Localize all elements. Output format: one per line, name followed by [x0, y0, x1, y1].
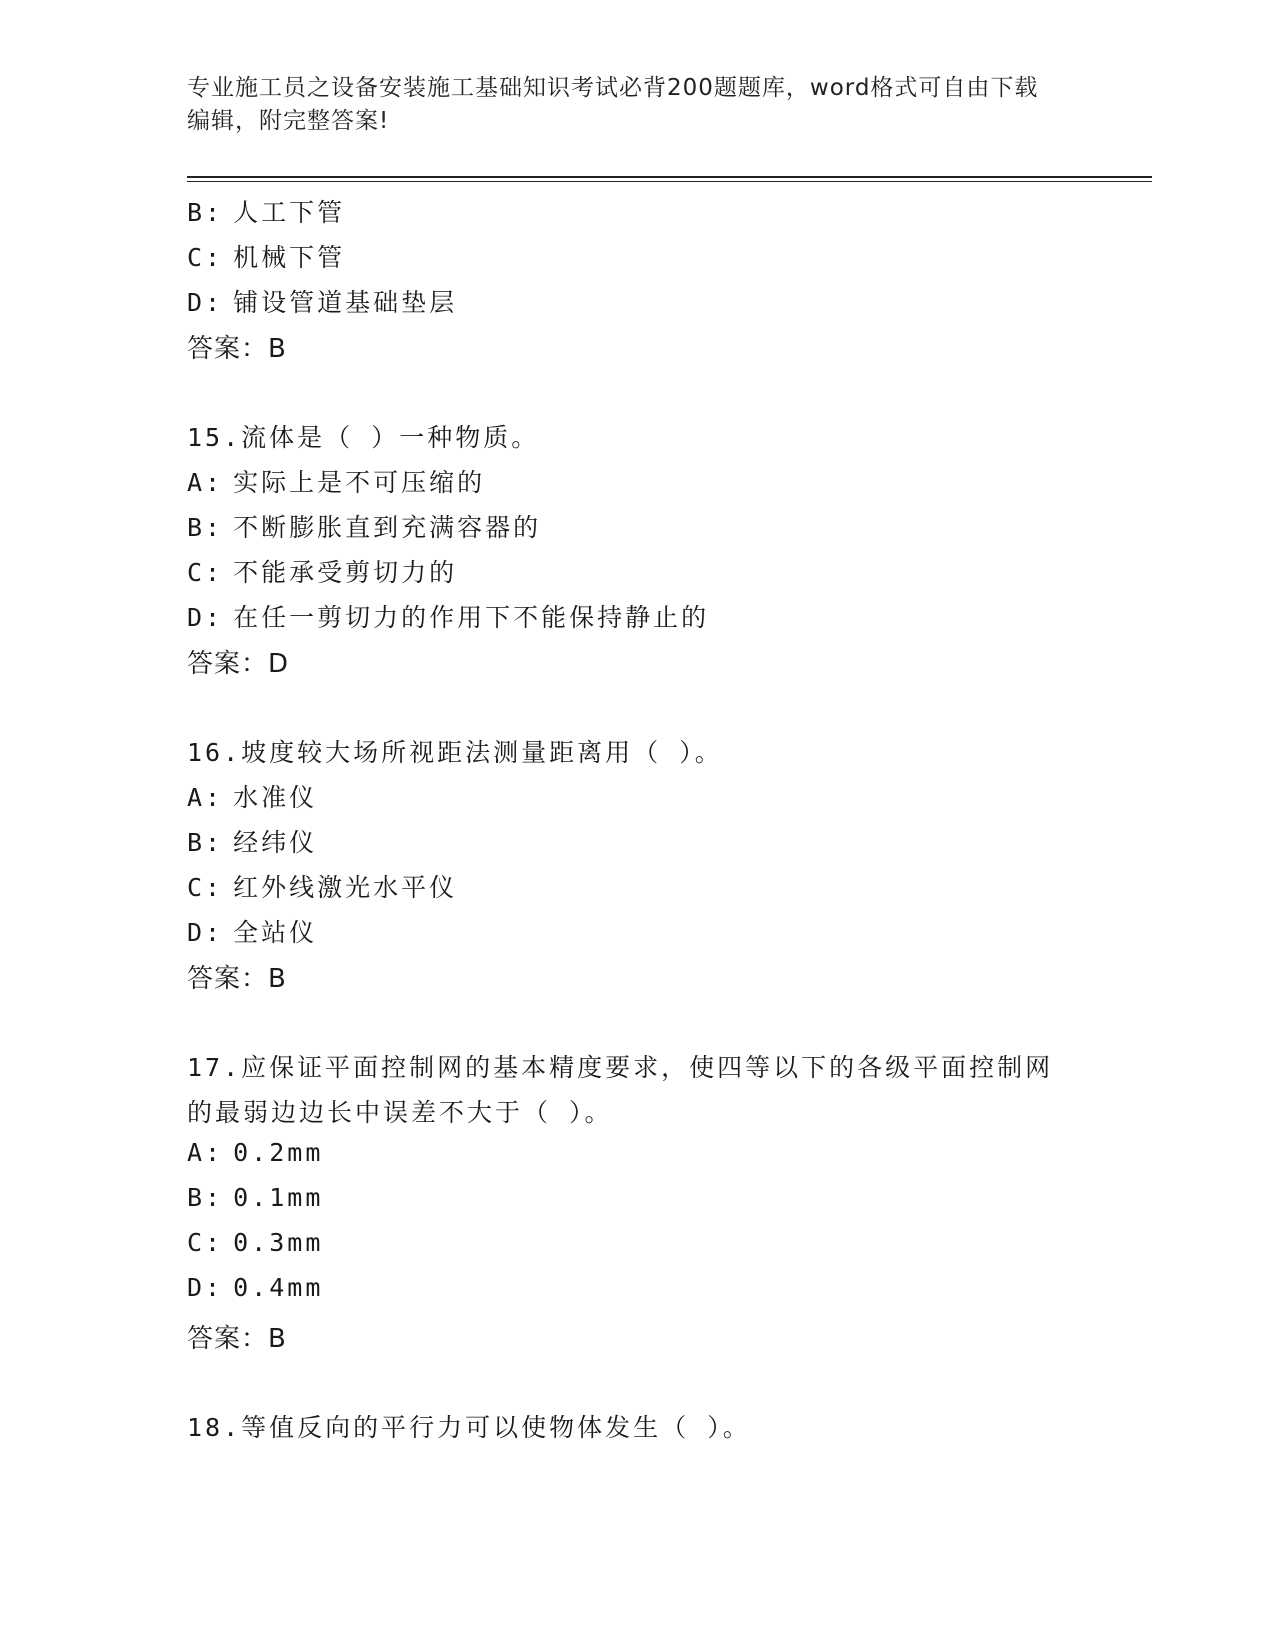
question-stem-line-1: 17.应保证平面控制网的基本精度要求，使四等以下的各级平面控制网 [187, 1053, 1054, 1082]
option-label: B: [187, 513, 224, 542]
option-c [187, 1228, 323, 1257]
question-stem: 15.流体是（ ）一种物质。 [187, 423, 540, 452]
option-label: D: [187, 1273, 224, 1302]
header-divider-thin [187, 181, 1152, 182]
option-label: D: [187, 918, 224, 947]
option-label: C: [187, 243, 224, 272]
answer-line: 答案：D [187, 649, 290, 679]
option-text: 铺设管道基础垫层 [233, 288, 458, 317]
option-label: A: [187, 783, 224, 812]
option-d [187, 283, 457, 319]
option-text: 0.1mm [233, 1183, 324, 1212]
option-c [187, 238, 345, 274]
option-text: 经纬仪 [233, 828, 318, 857]
option-text: 机械下管 [233, 243, 346, 272]
option-b [187, 193, 345, 229]
answer-line: 答案：B [187, 334, 287, 364]
option-a [187, 463, 485, 499]
option-label: B: [187, 1183, 224, 1212]
option-b [187, 1183, 323, 1212]
option-label: C: [187, 873, 224, 902]
option-a [187, 1138, 323, 1167]
option-label: A: [187, 1138, 224, 1167]
option-text: 红外线激光水平仪 [233, 873, 458, 902]
option-text: 不能承受剪切力的 [233, 558, 458, 587]
header-title-line-2: 编辑，附完整答案! [187, 108, 390, 134]
option-text: 实际上是不可压缩的 [233, 468, 486, 497]
question-stem-line-2: 的最弱边边长中误差不大于（ ）。 [187, 1098, 613, 1127]
option-b [187, 508, 541, 544]
option-text: 全站仪 [233, 918, 318, 947]
option-d [187, 913, 317, 949]
option-label: C: [187, 558, 224, 587]
question-stem: 16.坡度较大场所视距法测量距离用（ ）。 [187, 738, 723, 767]
option-text: 不断膨胀直到充满容器的 [233, 513, 542, 542]
option-label: A: [187, 468, 224, 497]
option-c [187, 553, 457, 589]
header-title-line-1: 专业施工员之设备安装施工基础知识考试必背200题题库，word格式可自由下载 [187, 75, 1039, 101]
document-header [187, 72, 1067, 138]
option-a [187, 778, 317, 814]
answer-line: 答案：B [187, 1324, 287, 1354]
option-text: 0.4mm [233, 1273, 324, 1302]
option-text: 0.3mm [233, 1228, 324, 1257]
option-b [187, 823, 317, 859]
option-text: 在任一剪切力的作用下不能保持静止的 [233, 603, 710, 632]
option-text: 0.2mm [233, 1138, 324, 1167]
header-divider-thick [187, 176, 1152, 178]
option-d [187, 598, 709, 634]
option-text: 人工下管 [233, 198, 346, 227]
question-stem: 18.等值反向的平行力可以使物体发生（ ）。 [187, 1413, 751, 1442]
option-label: B: [187, 828, 224, 857]
option-label: D: [187, 288, 224, 317]
option-label: D: [187, 603, 224, 632]
option-text: 水准仪 [233, 783, 318, 812]
option-d [187, 1273, 323, 1302]
option-label: B: [187, 198, 224, 227]
option-label: C: [187, 1228, 224, 1257]
answer-line: 答案：B [187, 964, 287, 994]
option-c [187, 868, 457, 904]
